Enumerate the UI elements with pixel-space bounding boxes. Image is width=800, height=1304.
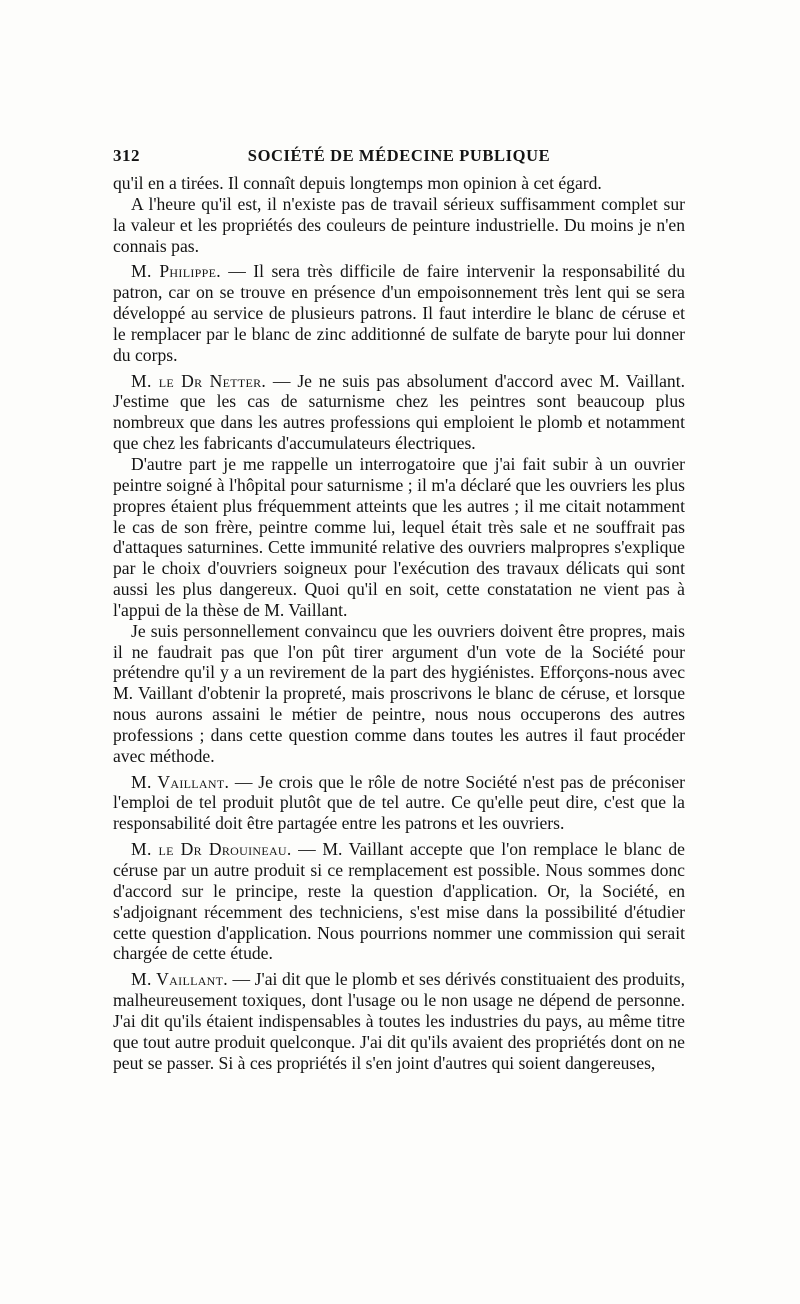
paragraph-text: D'autre part je me rappelle un interrogatoire que j'ai fait subir à un ouvrier peintre soigné à l'hôpital pour saturnisme ; il m'a déclaré que les ouvriers les plus propres étaient plus fréquemment atteints que les autres ; il me citait notamment le cas de son frère, peintre comme lui, lequel était très sale et ne souffrait pas d'attaques saturnines. Cette immunité relative des ouvriers malpropres s'explique par le choix d'ouvriers soigneux pour l'exécution des travaux délicats qui sont aussi les plus dangereux. Quoi qu'il en soit, cette constatation ne vient pas à l'appui de la thèse de M. Vaillant. [113, 453, 685, 620]
paragraph-text: Je suis personnellement convaincu que les ouvriers doivent être propres, mais il ne faudrait pas que l'on pût tirer argument d'un vote de la Société pour prétendre qu'il y a un revirement de la part des hygiénistes. Efforçons-nous avec M. Vaillant d'obtenir la propreté, mais proscrivons le blanc de céruse, et lorsque nous aurons assaini le métier de peintre, nous nous occuperons des autres professions ; dans cette question comme dans toutes les autres il faut procéder avec méthode. [113, 620, 685, 766]
body-text [113, 173, 685, 1073]
paragraph [113, 261, 685, 365]
speaker-name: M. Philippe. [131, 261, 221, 282]
speaker-name: M. Vaillant. [131, 771, 230, 792]
paragraph [113, 173, 685, 194]
paragraph [113, 194, 685, 257]
speaker-name: M. le Dr Drouineau. [131, 839, 292, 860]
paragraph-text: — Je crois que le rôle de notre Société n'est pas de préconiser l'emploi de tel produit plutôt que de tel autre. Ce qu'elle peut dire, c'est que la responsabilité doit être partagée entre les patrons et les ouvriers. [113, 771, 685, 834]
paragraph [113, 454, 685, 621]
running-title: SOCIÉTÉ DE MÉDECINE PUBLIQUE [247, 146, 551, 165]
paragraph-text: qu'il en a tirées. Il connaît depuis longtemps mon opinion à cet égard. [113, 173, 602, 193]
paragraph-text: A l'heure qu'il est, il n'existe pas de travail sérieux suffisamment complet sur la valeur et les propriétés des couleurs de peinture industrielle. Du moins je n'en connais pas. [113, 193, 685, 256]
page-number: 312 [113, 146, 140, 165]
paragraph [113, 772, 685, 835]
page-header [113, 146, 685, 170]
speaker-name: M. le Dr Netter. [131, 370, 267, 391]
paragraph-text: — Il sera très difficile de faire intervenir la responsabilité du patron, car on se trouve en présence d'un empoisonnement très lent qui se sera développé au service de plusieurs patrons. Il faut interdire le blanc de céruse et le remplacer par le blanc de zinc additionné de sulfate de baryte pour lui donner du corps. [113, 261, 686, 365]
paragraph [113, 839, 685, 964]
paragraph [113, 371, 685, 454]
speaker-name: M. Vaillant. [131, 969, 228, 990]
paragraph-text: — Je ne suis pas absolument d'accord avec M. Vaillant. J'estime que les cas de saturnisme chez les peintres sont beaucoup plus nombreux que dans les autres professions qui emploient le plomb et notamment que chez les fabricants d'accumulateurs électriques. [113, 370, 685, 454]
paragraph [113, 969, 685, 1073]
paragraph-text: — J'ai dit que le plomb et ses dérivés constituaient des produits, malheureusement toxiques, dont l'usage ou le non usage ne dépend de personne. J'ai dit qu'ils étaient indispensables à toutes les industries du pays, au même titre que tout autre produit quelconque. J'ai dit qu'ils avaient des propriétés dont on ne peut se passer. Si à ces propriétés il s'en joint d'autres qui soient dangereuses, [113, 969, 685, 1073]
paragraph [113, 621, 685, 767]
paragraph-text: — M. Vaillant accepte que l'on remplace le blanc de céruse par un autre produit si ce remplacement est possible. Nous sommes donc d'accord sur le principe, reste la question d'application. Or, la Société, en s'adjoignant récemment des techniciens, s'est mise dans la possibilité d'étudier cette question d'application. Nous pourrions nommer une commission qui serait chargée de cette étude. [113, 839, 685, 964]
